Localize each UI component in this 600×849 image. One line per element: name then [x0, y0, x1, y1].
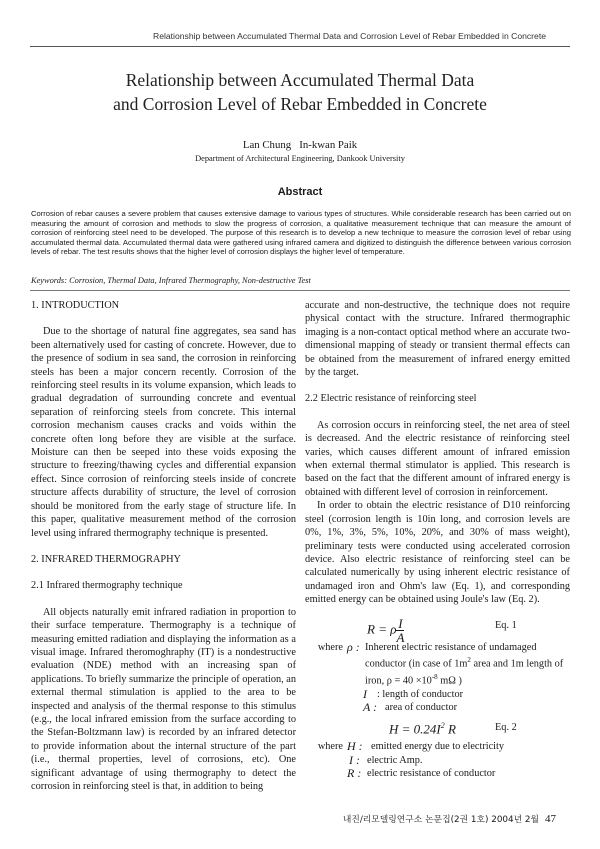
keywords: Keywords: Corrosion, Thermal Data, Infrared Thermography, Non-destructive Test	[31, 276, 311, 285]
equation-1	[305, 607, 570, 645]
left-column	[31, 299, 296, 793]
h-symbol: H :	[347, 739, 363, 754]
eq2-exponent: 2	[440, 721, 445, 731]
abstract-heading: Abstract	[277, 186, 323, 198]
continued-paragraph: accurate and non-destructive, the technique does not require physical contact with the structure. Infrared thermographic imaging is a non-contact optical method where an accurate two-dimensional mapping of steady or transient thermal effects can be obtained from the measurement of infrared energy emitted by the target.	[305, 300, 570, 379]
where-resistance	[305, 767, 570, 780]
affiliation: Department of Architectural Engineering, Dankook University	[195, 154, 405, 163]
section-heading-introduction: 1. INTRODUCTION	[31, 300, 120, 311]
subsection-heading-2-2: 2.2 Electric resistance of reinforcing steel	[305, 393, 477, 405]
resistance-paragraph: As corrosion occurs in reinforcing steel, the net area of steel is decreased. And the electric resistance of reinforcing steel varies, which causes different amount of infrared emission when external thermal stimulator is applied. This research is based on the fact that the different amount of infrared energy is obtained with different level of corrosion in reinforcement.	[305, 419, 570, 498]
rho-symbol: ρ :	[347, 639, 360, 654]
journal-info: 내진/리모델링연구소 논문집(2권 1호) 2004년 2월	[342, 815, 539, 825]
current-symbol: I :	[349, 752, 360, 767]
area-description: area of conductor	[385, 702, 458, 713]
abstract-rule	[30, 290, 570, 291]
length-description: : length of conductor	[377, 688, 464, 700]
paper-title-line-1: Relationship between Accumulated Thermal Data	[125, 70, 475, 90]
intro-paragraph: Due to the shortage of natural fine aggregates, sea sand has been alternatively used for casting of concrete. However, due to the presence of sodium in sea sand, the corrosion in reinforcing steels has been a major concern recently. Corrosion of the reinforcing steel results in its volume expansion, which leads to gradual degradation of surrounding concrete and eventual separation of reinforcing steels from concrete. This internal corrosion mechanism causes cracks and voids within the concrete often long before they are visible at the surface. Moisture can then be seeped into these voids exposing the structure to freezing/thawing cycles and differential expansion effect. Since corrosion of reinforcing steels inside of concrete structure affects durability of structure, the level of corrosion should be monitored from the early stage of structure life. In this paper, qualitative measurement method of the corrosion level using infrared thermography technique is presented.	[31, 326, 296, 539]
resistance-symbol: R :	[347, 766, 362, 781]
abstract-text: Corrosion of rebar causes a severe problem that causes extensive damage to various types of structures. While considerable research has been carried out on measuring the amount of corrosion and methods to slow the progress of corrosion, a qualitative measurement technique that can measure the amount of corrosion of reinforcing steel need to be developed. The purpose of this research is to develop a new technique to measure the corrosion level of rebar using accumulated thermal data. Accumulated thermal data were gathered using infrared camera and digitized to distinguish the difference between various corrosion levels of rebar. The test results shows that the higher level of corrosion displays the higher level of temperature.	[31, 209, 571, 256]
page-footer	[343, 812, 556, 825]
section-heading-infrared-thermography: 2. INFRARED THERMOGRAPHY	[31, 553, 181, 565]
eq2-label: Eq. 2	[495, 722, 517, 734]
where-h	[305, 740, 570, 753]
right-column	[305, 299, 570, 781]
length-symbol: I	[363, 686, 367, 701]
eq1-numerator: I	[398, 615, 403, 631]
resistance-description: electric resistance of conductor	[367, 768, 496, 780]
current-description: electric Amp.	[367, 754, 423, 766]
where-area	[305, 701, 570, 714]
page-number: 47	[545, 813, 556, 825]
where-current	[305, 754, 570, 767]
equation-2	[305, 714, 570, 740]
area-symbol: A :	[363, 700, 378, 714]
running-head: Relationship between Accumulated Thermal Data and Corrosion Level of Rebar Embedded in Concrete	[153, 31, 546, 41]
eq1-denominator: A	[396, 629, 405, 645]
thermography-paragraph: All objects naturally emit infrared radiation in proportion to their surface temperature. Thermography is a technique of measuring emitted radiation and displaying the information as a visual image. Infrared theromoghraphy (IT) is a nondestructive evaluation (NDE) method with an increasing span of applications. To briefly summarize the principle of operation, an external thermal stimulation is applied to the area to be inspected and analysis of the thermal response to this stimulus (e.g., the local infrared emission from the surface according to the Stefan-Boltzmann law) is recorded by an infrared detector to provide information about the internal structure of the part (i.e., thermal properties, level of corrosions, etc). One significant advantage of using thermography to detect the corrosion in reinforcing steel is that, in addition to being	[31, 606, 297, 792]
where-word-2: where	[317, 741, 343, 753]
where-rho	[305, 641, 570, 688]
header-rule	[30, 46, 570, 47]
eq1-label: Eq. 1	[495, 619, 517, 631]
where-word-1: where	[317, 641, 343, 653]
paper-title-line-2: and Corrosion Level of Rebar Embedded in Concrete	[113, 94, 487, 114]
where-length	[305, 688, 570, 701]
h-description: emitted energy due to electricity	[371, 741, 505, 753]
eq2-rhs: R	[448, 721, 456, 737]
authors: Lan Chung In-kwan Paik	[242, 139, 358, 151]
eq2-lhs: H = 0.24I	[389, 721, 441, 737]
eq1-lhs: R = ρ	[367, 621, 397, 637]
ohms-law-paragraph: In order to obtain the electric resistance of D10 reinforcing steel (corrosion length is 10in long, and corrosion levels are 0%, 1%, 3%, 5%, 10%, 20%, and 30% of mass weight), preliminary tests were conducted using accelerated corrosion device. Also electric resistance of reinforcing steel can be calculated numerically by using inherent electric resistance of undamaged iron and Ohm's law (Eq. 1), and corresponding emitted energy can be obtained using Joule's law (Eq. 2).	[305, 500, 570, 606]
subsection-heading-2-1: 2.1 Infrared thermography technique	[31, 580, 183, 592]
rho-description: Inherent electric resistance of undamaged conductor (in case of $1m^2$ area and 1m length of iron, $\rho = 40 \times 10^{-8}$ mΩ )	[365, 641, 564, 687]
